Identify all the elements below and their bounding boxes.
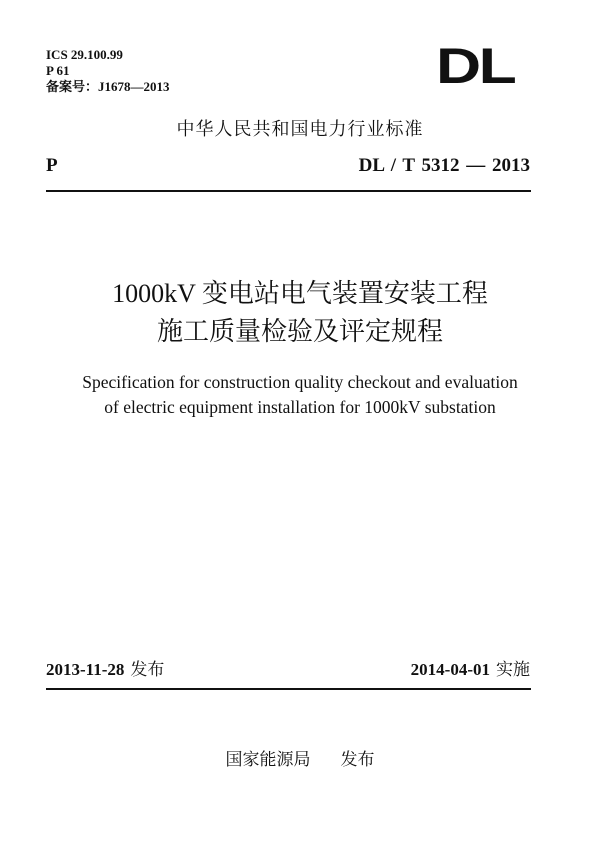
issue-date bbox=[46, 655, 164, 680]
record-number: 备案号：J1678—2013 bbox=[46, 79, 170, 94]
title-en-line: of electric equipment installation for 1000kV substation bbox=[104, 397, 496, 417]
standard-code: DL / T 5312 — 2013 bbox=[358, 155, 530, 176]
metadata-block bbox=[46, 47, 170, 95]
ccs-code: P 61 bbox=[46, 63, 70, 78]
publisher bbox=[0, 745, 600, 770]
title-en bbox=[0, 370, 600, 420]
implement-date bbox=[411, 655, 530, 680]
dl-logo: DL bbox=[436, 38, 515, 94]
bottom-divider bbox=[46, 688, 531, 690]
classification: P bbox=[46, 155, 58, 176]
title-cn-line: 1000kV 变电站电气装置安装工程 bbox=[112, 279, 488, 308]
ics-code: ICS 29.100.99 bbox=[46, 47, 123, 62]
publisher-label: 发布 bbox=[340, 750, 375, 770]
implement-date-value: 2014-04-01 bbox=[410, 660, 490, 679]
implement-label: 实施 bbox=[496, 660, 530, 680]
issue-date-value: 2013-11-28 bbox=[46, 660, 125, 679]
title-cn-line: 施工质量检验及评定规程 bbox=[156, 317, 443, 346]
issue-label: 发布 bbox=[130, 660, 165, 680]
title-cn bbox=[0, 275, 600, 351]
organization-line: 中华人民共和国电力行业标准 bbox=[176, 119, 424, 140]
title-en-line: Specification for construction quality checkout and evaluation bbox=[82, 372, 518, 392]
top-divider bbox=[46, 190, 531, 192]
publisher-name: 国家能源局 bbox=[225, 750, 311, 770]
